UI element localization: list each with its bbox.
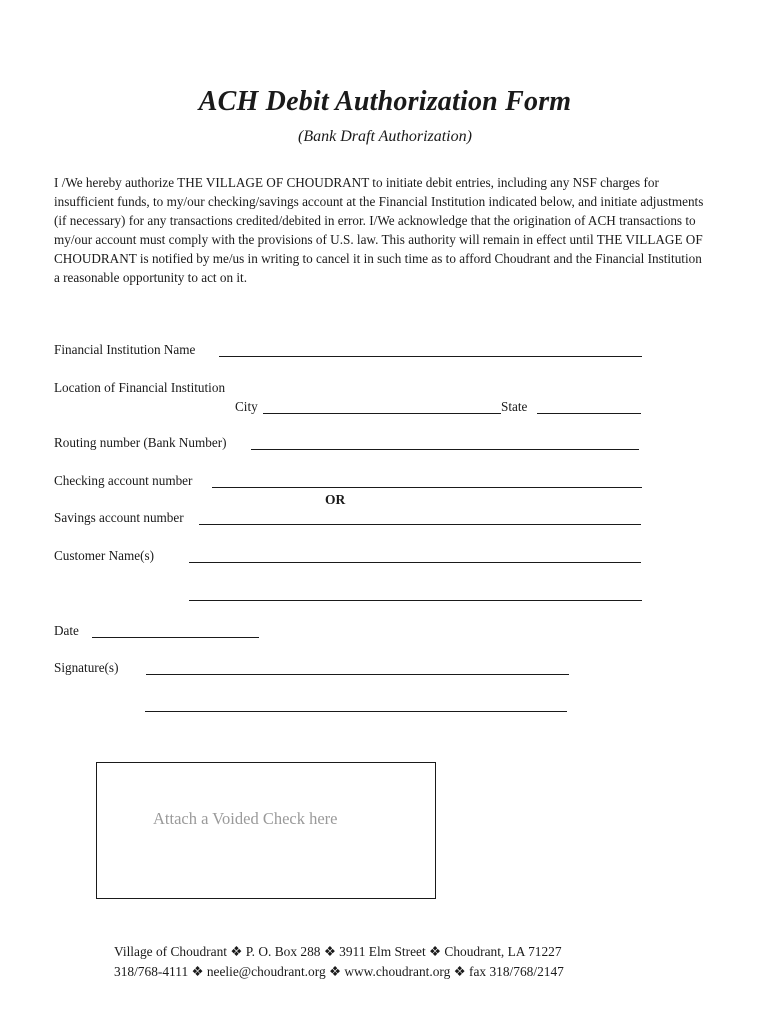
form-title: ACH Debit Authorization Form	[198, 86, 572, 117]
state-label: State	[501, 399, 528, 414]
financial-institution-name-label: Financial Institution Name	[54, 342, 196, 357]
signature-line-1	[146, 674, 569, 675]
city-label: City	[235, 399, 258, 414]
customer-name-line-2	[189, 600, 642, 601]
savings-account-number-label: Savings account number	[54, 510, 184, 525]
checking-account-number-line	[212, 487, 642, 488]
date-line	[92, 637, 259, 638]
footer-contact: 318/768-4111 ❖ neelie@choudrant.org ❖ www.choudrant.org ❖ fax 318/768/2147	[114, 964, 564, 979]
savings-account-number-line	[199, 524, 641, 525]
signature-line-2	[145, 711, 567, 712]
voided-check-box	[96, 762, 436, 899]
city-line	[263, 413, 501, 414]
routing-number-label: Routing number (Bank Number)	[54, 435, 227, 450]
form-subtitle: (Bank Draft Authorization)	[298, 128, 472, 145]
financial-institution-name-line	[219, 356, 642, 357]
voided-check-label: Attach a Voided Check here	[153, 809, 338, 828]
footer-address: Village of Choudrant ❖ P. O. Box 288 ❖ 3911 Elm Street ❖ Choudrant, LA 71227	[114, 944, 562, 959]
authorization-paragraph: I /We hereby authorize THE VILLAGE OF CHOUDRANT to initiate debit entries, including any NSF charges for insufficient funds, to my/our checking/savings account at the Financial Institution indicated below, and initiate adjustments (if necessary) for any transactions credited/debited in error. I/We acknowledge that the origination of ACH transactions to my/our account must comply with the provisions of U.S. law. This authority will remain in effect until THE VILLAGE OF CHOUDRANT is notified by me/us in writing to cancel it in such time as to afford Choudrant and the Financial Institution a reasonable opportunity to act on it.	[54, 175, 704, 285]
state-line	[537, 413, 641, 414]
or-separator: OR	[325, 492, 346, 507]
routing-number-line	[251, 449, 639, 450]
date-label: Date	[54, 623, 79, 638]
customer-name-line-1	[189, 562, 641, 563]
signatures-label: Signature(s)	[54, 660, 119, 675]
checking-account-number-label: Checking account number	[54, 473, 193, 488]
customer-names-label: Customer Name(s)	[54, 548, 154, 563]
location-of-financial-institution-label: Location of Financial Institution	[54, 380, 226, 395]
